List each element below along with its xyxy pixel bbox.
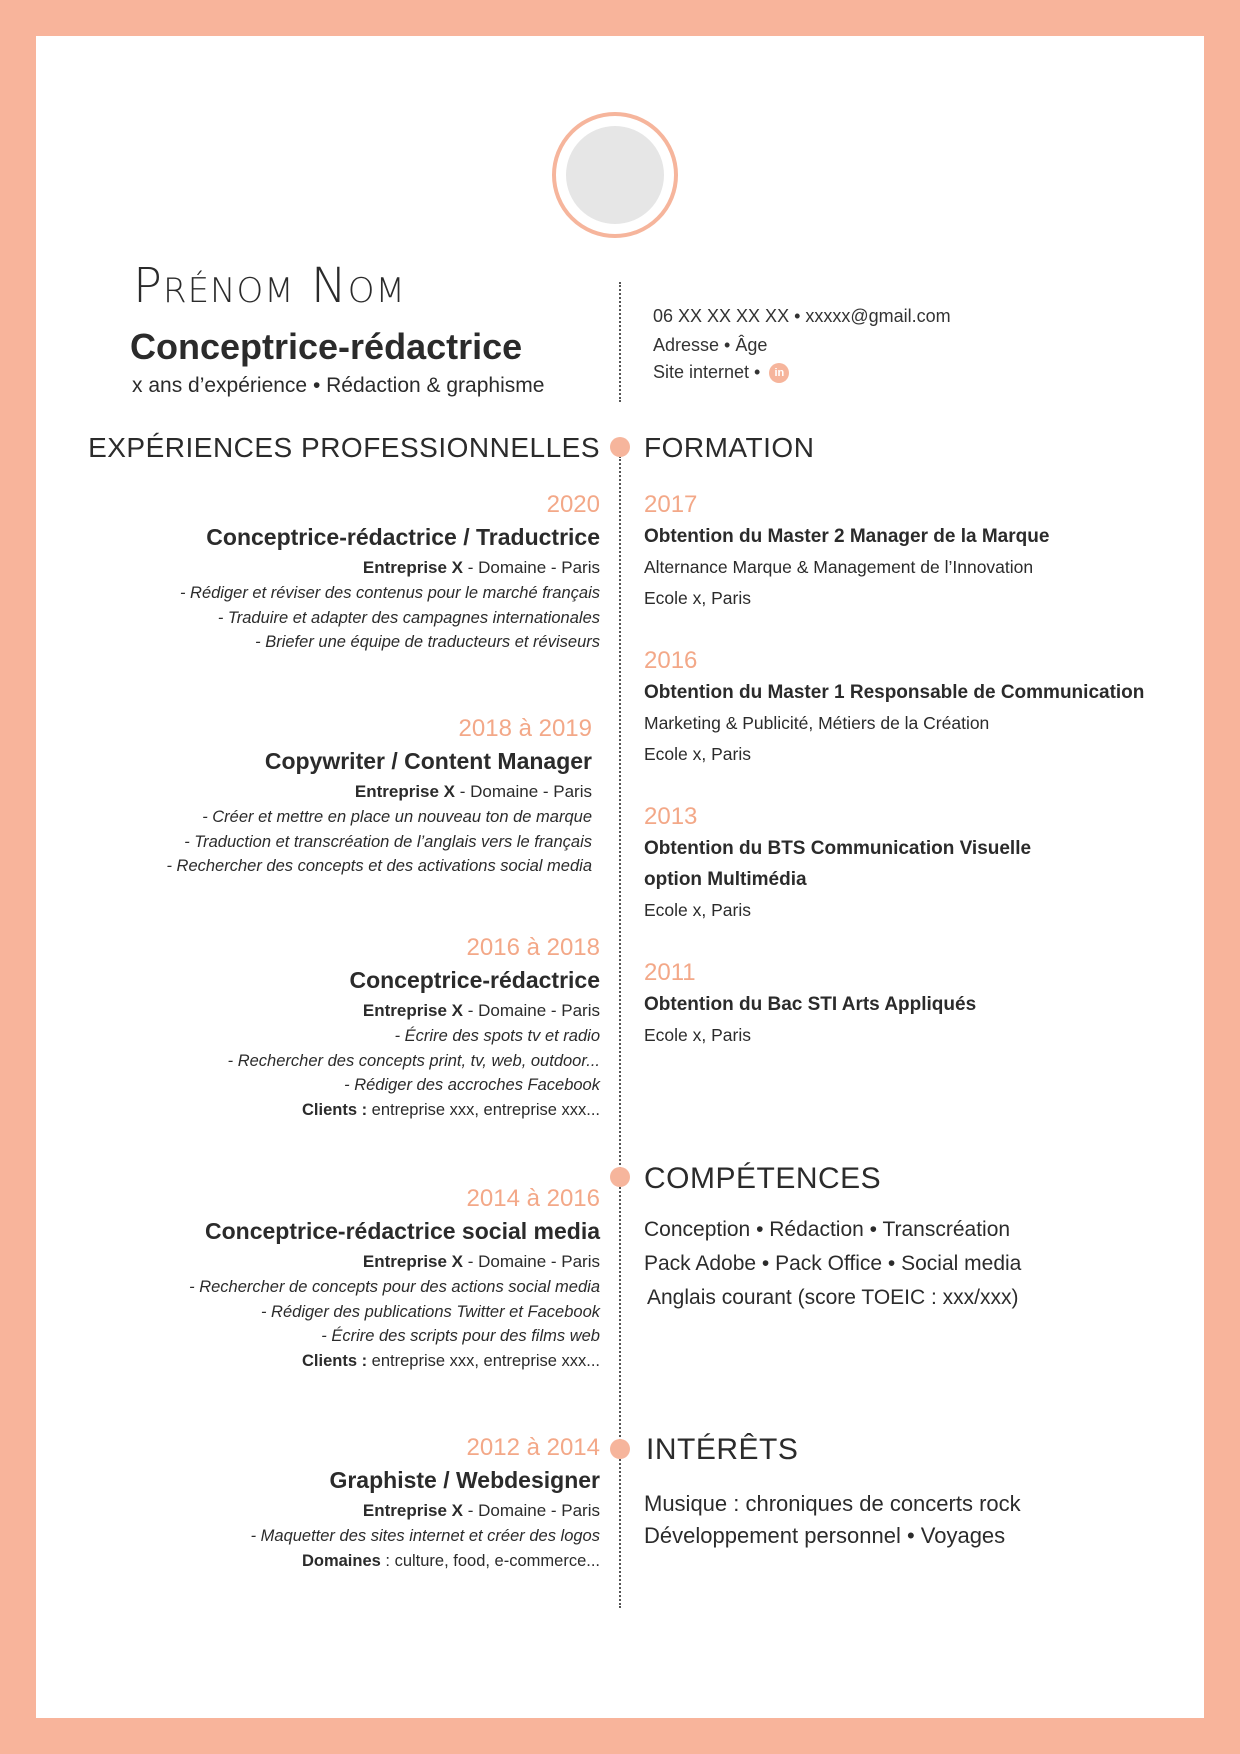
linkedin-icon[interactable]: in [769, 363, 789, 383]
experience-task: - Écrire des spots tv et radio [394, 1027, 600, 1045]
experience-company: Entreprise X - Domaine - Paris [362, 1001, 600, 1020]
experience-task: - Traduction et transcréation de l’anglais vers le français [184, 832, 592, 851]
candidate-name: Prénom Nom [133, 258, 406, 314]
experience-domains: Domaines : culture, food, e-commerce... [301, 1551, 600, 1570]
skills-line: Conception • Rédaction • Transcréation [644, 1218, 1011, 1241]
education-year: 2011 [644, 959, 696, 986]
tagline: x ans d’expérience • Rédaction & graphisme [132, 374, 545, 397]
section-title-skills: COMPÉTENCES [644, 1162, 882, 1195]
experience-role: Conceptrice-rédactrice / Traductrice [206, 524, 600, 550]
education-school: Ecole x, Paris [644, 900, 751, 920]
experience-company: Entreprise X - Domaine - Paris [362, 1501, 600, 1520]
experience-company: Entreprise X - Domaine - Paris [362, 558, 600, 577]
experience-company: Entreprise X - Domaine - Paris [354, 782, 592, 801]
experience-item [40, 489, 600, 655]
education-degree: Obtention du Master 2 Manager de la Marque [644, 526, 1050, 547]
experience-item [40, 1183, 600, 1373]
interests-line: Musique : chroniques de concerts rock [644, 1491, 1021, 1516]
timeline-line-header [619, 282, 621, 402]
experience-year: 2012 à 2014 [466, 1434, 600, 1461]
experience-company: Entreprise X - Domaine - Paris [362, 1252, 600, 1271]
education-degree: Obtention du Master 1 Responsable de Communication [644, 682, 1145, 703]
section-title-interests: INTÉRÊTS [646, 1433, 799, 1466]
education-degree: Obtention du Bac STI Arts Appliqués [644, 994, 977, 1015]
education-item [644, 645, 1184, 770]
experience-item [32, 713, 592, 879]
section-title-experience: EXPÉRIENCES PROFESSIONNELLES [88, 432, 600, 463]
experience-item [40, 932, 600, 1122]
experience-role: Conceptrice-rédactrice social media [205, 1218, 600, 1244]
experience-task: - Écrire des scripts pour des films web [321, 1327, 600, 1345]
education-school: Ecole x, Paris [644, 588, 751, 608]
interests-list [644, 1488, 1021, 1552]
experience-task: - Rechercher des concepts et des activations social media [166, 857, 592, 875]
experience-task: - Traduire et adapter des campagnes internationales [217, 608, 600, 627]
timeline-dot-skills [610, 1167, 630, 1187]
profile-photo [552, 112, 678, 238]
education-school: Ecole x, Paris [644, 1025, 751, 1045]
education-degree: Obtention du BTS Communication Visuelle [644, 838, 1032, 859]
experience-task: - Créer et mettre en place un nouveau ton de marque [202, 808, 592, 826]
skills-line: Pack Adobe • Pack Office • Social media [644, 1252, 1022, 1275]
skills-list [644, 1213, 1021, 1315]
experience-role: Graphiste / Webdesigner [329, 1467, 600, 1493]
experience-task: - Rechercher des concepts print, tv, web, outdoor... [227, 1051, 600, 1070]
experience-item [40, 1432, 600, 1573]
job-title: Conceptrice-rédactrice [130, 326, 523, 367]
contact-address-age: Adresse • Âge [653, 335, 768, 355]
contact-website [653, 362, 789, 383]
timeline-dot-experience [610, 437, 630, 457]
education-item [644, 489, 1184, 614]
experience-task: - Rédiger et réviser des contenus pour le marché français [179, 584, 600, 602]
section-title-education: FORMATION [644, 432, 815, 463]
timeline-dot-interests [610, 1439, 630, 1459]
experience-year: 2014 à 2016 [466, 1185, 600, 1212]
education-detail: Alternance Marque & Management de l’Innovation [644, 557, 1034, 577]
skills-line: Anglais courant (score TOEIC : xxx/xxx) [647, 1286, 1019, 1309]
experience-year: 2020 [546, 491, 600, 518]
education-school: Ecole x, Paris [644, 744, 751, 764]
profile-photo-placeholder [566, 126, 664, 224]
experience-year: 2018 à 2019 [458, 715, 592, 742]
contact-phone-email: 06 XX XX XX XX • xxxxx@gmail.com [653, 306, 951, 326]
experience-task: - Rédiger des publications Twitter et Facebook [260, 1302, 600, 1321]
experience-task: - Maquetter des sites internet et créer des logos [250, 1527, 600, 1545]
experience-task: - Rechercher de concepts pour des actions social media [189, 1278, 600, 1296]
experience-year: 2016 à 2018 [466, 934, 600, 961]
education-item [644, 957, 1184, 1051]
education-detail: Marketing & Publicité, Métiers de la Création [644, 713, 990, 733]
interests-line: Développement personnel • Voyages [644, 1523, 1006, 1548]
experience-role: Conceptrice-rédactrice [349, 967, 600, 993]
experience-clients: Clients : entreprise xxx, entreprise xxx... [301, 1100, 600, 1119]
timeline-line [619, 456, 621, 1608]
education-degree-line2: option Multimédia [644, 869, 807, 890]
education-year: 2017 [644, 491, 698, 518]
experience-clients: Clients : entreprise xxx, entreprise xxx... [301, 1351, 600, 1370]
website-label[interactable]: Site internet • [653, 362, 761, 382]
experience-task: - Briefer une équipe de traducteurs et réviseurs [255, 633, 600, 651]
experience-task: - Rédiger des accroches Facebook [344, 1076, 600, 1094]
resume-page [36, 36, 1204, 1718]
experience-role: Copywriter / Content Manager [264, 748, 592, 774]
education-year: 2013 [644, 803, 698, 830]
education-year: 2016 [644, 647, 698, 674]
education-item [644, 801, 1184, 926]
